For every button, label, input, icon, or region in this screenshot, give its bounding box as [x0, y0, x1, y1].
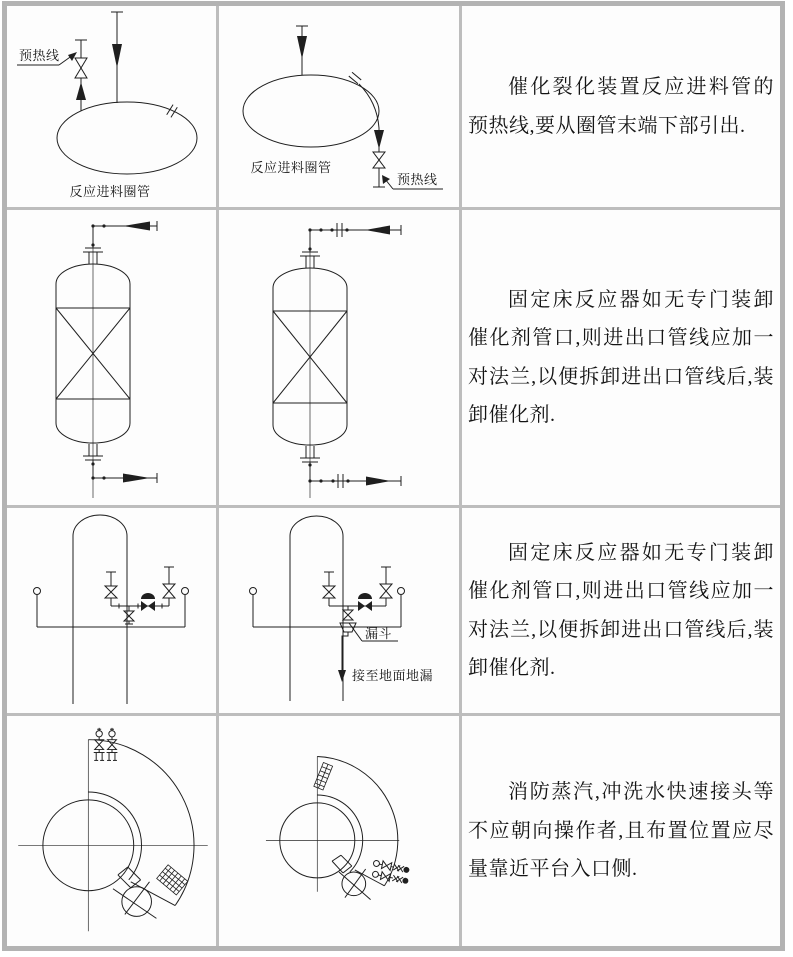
- valve-icon: [323, 586, 335, 598]
- post-circle: [250, 588, 257, 595]
- platform-line: [34, 588, 189, 628]
- ladder-icon: [157, 865, 188, 895]
- post-circle: [398, 588, 405, 595]
- valve-icon: [95, 740, 104, 750]
- preheat-callout: [17, 48, 77, 65]
- hose-station-icon: [372, 870, 409, 885]
- inlet-pipe: [91, 221, 157, 248]
- ring-pipe-diagram-left: [7, 6, 216, 207]
- preheat-label: 预热线: [19, 48, 60, 63]
- post-circle: [34, 588, 41, 595]
- control-valve-icon: [358, 593, 372, 611]
- preheat-line: [359, 84, 385, 187]
- feed-line: [296, 26, 308, 75]
- flow-arrow-icon: [365, 226, 390, 235]
- valve-icon: [381, 861, 391, 871]
- flow-arrow-icon: [338, 670, 346, 682]
- valve-icon: [108, 740, 117, 750]
- outlet-pipe: [91, 460, 157, 483]
- diagram-cell-r2-right: [219, 210, 459, 505]
- diagram-cell-r2-left: [7, 210, 216, 505]
- diagram-cell-r3-right: [219, 508, 459, 713]
- platform-plan-right: [219, 716, 459, 946]
- flow-arrow-icon: [123, 474, 150, 483]
- ladder-icon: [314, 762, 333, 789]
- inlet-pipe: [308, 223, 401, 252]
- flow-arrow-icon: [297, 36, 307, 59]
- hose-station-icon: [107, 728, 118, 761]
- control-valve-icon: [141, 593, 155, 611]
- valve-icon: [75, 58, 87, 78]
- drain-valve-icon: [343, 610, 353, 620]
- sampling-piping: [323, 567, 392, 682]
- valve-icon: [163, 584, 175, 598]
- flow-arrow-icon: [366, 477, 391, 486]
- preheat-callout: [382, 172, 443, 189]
- preheat-label: 预热线: [397, 172, 438, 187]
- platform-sector: [88, 740, 194, 906]
- note-text: 催化裂化装置反应进料管的预热线,要从圈管末端下部引出.: [468, 76, 774, 137]
- platform-plan-left: [7, 716, 216, 946]
- pipe-nozzle-icon: [167, 105, 178, 118]
- hose-station-icon: [94, 728, 105, 761]
- funnel-label: 漏斗: [365, 626, 393, 641]
- diagram-cell-r4-right: [219, 716, 459, 946]
- handbook-table: [2, 1, 785, 951]
- note-text: 固定床反应器如无专门装卸催化剂管口,则进出口管线应加一对法兰,以便拆卸进出口管线后,装卸催化剂.: [468, 288, 774, 426]
- flow-arrow-icon: [123, 222, 150, 231]
- note-cell-r4: [462, 716, 780, 946]
- preheat-line: [75, 40, 87, 111]
- feed-ring-pipe: [57, 102, 197, 174]
- ring-label: 反应进料圈管: [250, 160, 332, 175]
- note-cell-r1: [462, 6, 780, 207]
- ring-pipe-diagram-right: [219, 6, 459, 207]
- reactor-diagram-right: [219, 210, 459, 505]
- tower-vessel: [290, 516, 343, 701]
- note-cell-r3: [462, 508, 780, 713]
- feed-ring-pipe: [243, 75, 379, 147]
- note-text: 固定床反应器如无专门装卸催化剂管口,则进出口管线应加一对法兰,以便拆卸进出口管线后,装卸催化剂.: [468, 541, 774, 679]
- drain-valve-icon: [124, 611, 134, 621]
- tower-piping-diagram-left: [7, 508, 216, 713]
- sampling-piping: [105, 567, 175, 624]
- feed-line: [111, 12, 123, 103]
- tower-vessel: [73, 515, 127, 704]
- valve-icon: [105, 586, 117, 598]
- drain-label: 接至地面地漏: [352, 668, 434, 683]
- valve-icon: [373, 152, 385, 168]
- davit-icon: [332, 855, 370, 899]
- flow-arrow-icon: [76, 82, 86, 100]
- funnel-callout: [349, 623, 398, 641]
- post-circle: [182, 588, 189, 595]
- diagram-cell-r4-left: [7, 716, 216, 946]
- flow-arrow-icon: [374, 130, 384, 149]
- flow-arrow-icon: [112, 44, 122, 68]
- note-text: 消防蒸汽,冲洗水快速接头等不应朝向操作者,且布置位置应尽量靠近平台入口侧.: [468, 781, 774, 881]
- ring-label: 反应进料圈管: [69, 184, 151, 199]
- outlet-pipe: [308, 462, 401, 488]
- valve-icon: [380, 584, 392, 598]
- diagram-cell-r3-left: [7, 508, 216, 713]
- diagram-cell-r1-right: [219, 6, 459, 207]
- tower-piping-diagram-right: [219, 508, 459, 713]
- davit-icon: [113, 867, 156, 918]
- diagram-cell-r1-left: [7, 6, 216, 207]
- reactor-diagram-left: [7, 210, 216, 505]
- note-cell-r2: [462, 210, 780, 505]
